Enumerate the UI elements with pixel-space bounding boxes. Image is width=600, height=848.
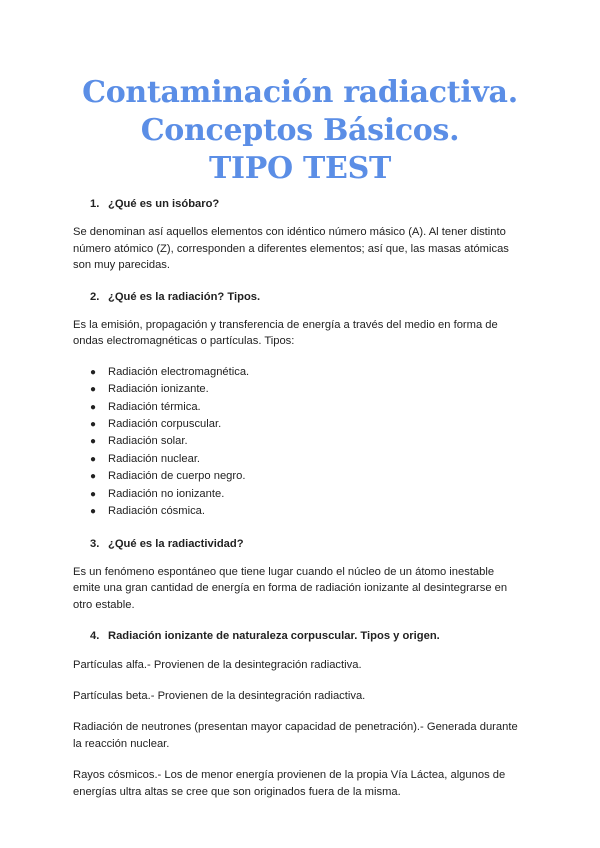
question-1-heading: [90, 196, 533, 212]
list-item-label: Radiación electromagnética.: [108, 365, 250, 378]
title-line-1: Contaminación radiactiva.: [82, 75, 518, 110]
answer-4-item-cosmic: [73, 767, 533, 800]
document-body: [73, 196, 533, 800]
answer-2-line: Es la emisión, propagación y transferencia de energía a través del medio en forma de: [73, 319, 498, 332]
bullet-icon: ●: [90, 366, 97, 378]
list-item-label: Radiación no ionizante.: [108, 487, 225, 500]
list-item: [90, 399, 533, 416]
answer-1-line: son muy parecidas.: [73, 259, 171, 272]
bullet-icon: ●: [90, 506, 97, 518]
list-item: [90, 486, 533, 503]
answer-4-item-neutrons: [73, 719, 533, 752]
answer-4-item-alpha: [73, 657, 533, 673]
question-1-number: 1.: [90, 198, 100, 210]
list-item: [90, 503, 533, 520]
answer-4-line: Partículas alfa.- Provienen de la desintegración radiactiva.: [73, 658, 362, 671]
answer-4-item-beta: [73, 688, 533, 704]
list-item: [90, 451, 533, 468]
question-3-number: 3.: [90, 537, 100, 550]
answer-3-line: Es un fenómeno espontáneo que tiene lugar cuando el núcleo de un átomo inestable: [73, 565, 495, 578]
answer-4-line: Partículas beta.- Provienen de la desintegración radiactiva.: [73, 689, 366, 702]
list-item: [90, 364, 533, 381]
bullet-icon: ●: [90, 419, 97, 431]
question-4-text: Radiación ionizante de naturaleza corpuscular. Tipos y origen.: [108, 630, 440, 643]
answer-4-line: Rayos cósmicos.- Los de menor energía provienen de la propia Vía Láctea, algunos de: [73, 769, 506, 782]
question-3-heading: [90, 536, 533, 552]
bullet-icon: ●: [90, 384, 97, 396]
list-item-label: Radiación de cuerpo negro.: [108, 470, 246, 483]
answer-3-line: otro estable.: [73, 598, 135, 611]
answer-2-line: ondas electromagnéticas o partículas. Tipos:: [73, 335, 295, 348]
list-item: [90, 416, 533, 433]
answer-4-line: la reacción nuclear.: [73, 737, 170, 750]
answer-4-line: energías ultra altas se cree que son originados fuera de la misma.: [73, 785, 401, 798]
question-1-text: ¿Qué es un isóbaro?: [108, 198, 220, 210]
list-item-label: Radiación cósmica.: [108, 505, 206, 518]
question-2-number: 2.: [90, 290, 100, 303]
answer-1-line: Se denominan así aquellos elementos con idéntico número másico (A). Al tener distinto: [73, 226, 506, 239]
radiation-types-list: [73, 364, 533, 521]
question-3-text: ¿Qué es la radiactividad?: [108, 537, 244, 550]
bullet-icon: ●: [90, 436, 97, 448]
question-4-number: 4.: [90, 630, 100, 643]
list-item: [90, 433, 533, 450]
answer-4-line: Radiación de neutrones (presentan mayor capacidad de penetración).- Generada durante: [73, 721, 518, 734]
bullet-icon: ●: [90, 453, 97, 465]
list-item-label: Radiación térmica.: [108, 400, 201, 413]
answer-3-paragraph: [73, 564, 533, 613]
answer-3-line: emite una gran cantidad de energía en forma de radiación ionizante al desintegrarse en: [73, 582, 508, 595]
bullet-icon: ●: [90, 488, 97, 500]
bullet-icon: ●: [90, 401, 97, 413]
list-item: [90, 381, 533, 398]
title-line-3: TIPO TEST: [209, 151, 391, 186]
answer-2-paragraph: [73, 317, 533, 350]
title-line-2: Conceptos Básicos.: [140, 113, 460, 148]
answer-1-line: número atómico (Z), corresponden a diferentes elementos; así que, las masas atómicas: [73, 242, 509, 255]
list-item: [90, 468, 533, 485]
question-2-text: ¿Qué es la radiación? Tipos.: [108, 290, 261, 303]
question-2-heading: [90, 289, 533, 305]
bullet-icon: ●: [90, 471, 97, 483]
page-title: [0, 74, 600, 188]
list-item-label: Radiación solar.: [108, 435, 188, 448]
list-item-label: Radiación corpuscular.: [108, 418, 222, 431]
question-4-heading: [90, 628, 533, 644]
list-item-label: Radiación ionizante.: [108, 383, 209, 396]
list-item-label: Radiación nuclear.: [108, 452, 201, 465]
answer-1-paragraph: [73, 224, 533, 273]
